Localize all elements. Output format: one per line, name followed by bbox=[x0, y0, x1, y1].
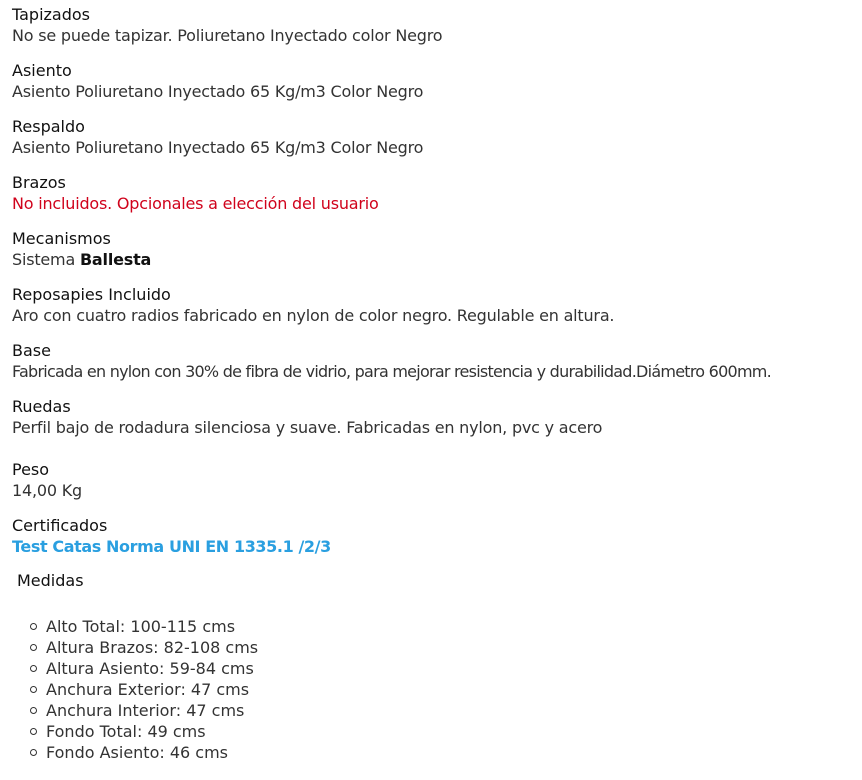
circle-bullet-icon bbox=[30, 665, 37, 672]
list-item bbox=[30, 721, 258, 742]
spec-value-prefix: Sistema bbox=[12, 250, 80, 269]
spec-label: Ruedas bbox=[12, 397, 71, 416]
spec-tapizados bbox=[12, 4, 442, 46]
spec-label: Respaldo bbox=[12, 117, 85, 136]
list-item-text: Altura Brazos: 82-108 cms bbox=[46, 638, 259, 657]
list-item-text: Fondo Asiento: 46 cms bbox=[46, 743, 229, 762]
spec-label: Peso bbox=[12, 460, 50, 479]
list-item-text: Alto Total: 100-115 cms bbox=[46, 617, 236, 636]
spec-value: Asiento Poliuretano Inyectado 65 Kg/m3 Color Negro bbox=[12, 138, 424, 157]
spec-value: Aro con cuatro radios fabricado en nylon de color negro. Regulable en altura. bbox=[12, 306, 615, 325]
spec-value: Asiento Poliuretano Inyectado 65 Kg/m3 Color Negro bbox=[12, 82, 424, 101]
circle-bullet-icon bbox=[30, 728, 37, 735]
spec-label: Asiento bbox=[12, 61, 72, 80]
spec-reposapies bbox=[12, 284, 614, 326]
spec-ruedas bbox=[12, 396, 602, 438]
spec-label: Brazos bbox=[12, 173, 66, 192]
certificate-link[interactable]: Test Catas Norma UNI EN 1335.1 /2/3 bbox=[12, 537, 331, 556]
list-item bbox=[30, 742, 258, 763]
spec-respaldo bbox=[12, 116, 423, 158]
spec-base bbox=[12, 340, 771, 382]
list-item bbox=[30, 616, 258, 637]
circle-bullet-icon bbox=[30, 686, 37, 693]
circle-bullet-icon bbox=[30, 644, 37, 651]
medidas-heading: Medidas bbox=[17, 571, 84, 590]
spec-label: Reposapies Incluido bbox=[12, 285, 171, 304]
spec-value-strong: Ballesta bbox=[79, 250, 152, 269]
list-item-text: Anchura Exterior: 47 cms bbox=[46, 680, 250, 699]
spec-mecanismos bbox=[12, 228, 151, 270]
spec-value: No se puede tapizar. Poliuretano Inyectado color Negro bbox=[12, 26, 443, 45]
spec-value bbox=[12, 249, 151, 270]
circle-bullet-icon bbox=[30, 623, 37, 630]
medidas-list bbox=[30, 616, 258, 763]
spec-label: Mecanismos bbox=[12, 229, 111, 248]
spec-value: Perfil bajo de rodadura silenciosa y suave. Fabricadas en nylon, pvc y acero bbox=[12, 418, 603, 437]
list-item-text: Fondo Total: 49 cms bbox=[46, 722, 206, 741]
list-item bbox=[30, 658, 258, 679]
spec-brazos bbox=[12, 172, 379, 214]
list-item bbox=[30, 637, 258, 658]
list-item-text: Altura Asiento: 59-84 cms bbox=[46, 659, 254, 678]
spec-label: Base bbox=[12, 341, 51, 360]
circle-bullet-icon bbox=[30, 749, 37, 756]
list-item bbox=[30, 679, 258, 700]
spec-label: Tapizados bbox=[12, 5, 91, 24]
spec-asiento bbox=[12, 60, 423, 102]
spec-value: 14,00 Kg bbox=[12, 481, 82, 500]
spec-value: Fabricada en nylon con 30% de fibra de vidrio, para mejorar resistencia y durabilidad.Diámetro 600mm. bbox=[12, 362, 771, 381]
spec-label: Certificados bbox=[12, 516, 108, 535]
circle-bullet-icon bbox=[30, 707, 37, 714]
list-item-text: Anchura Interior: 47 cms bbox=[46, 701, 245, 720]
spec-value-highlight: No incluidos. Opcionales a elección del usuario bbox=[12, 194, 379, 213]
list-item bbox=[30, 700, 258, 721]
spec-certificados bbox=[12, 515, 331, 557]
spec-peso bbox=[12, 459, 82, 501]
